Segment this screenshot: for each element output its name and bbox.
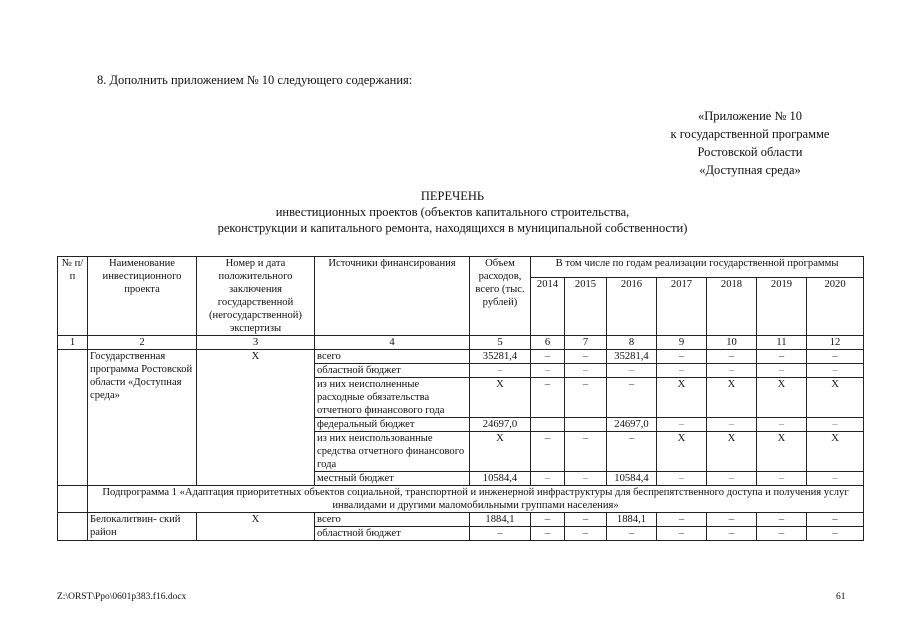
year-value: – [707, 527, 757, 541]
column-number: 10 [707, 336, 757, 350]
header-expertise: Номер и дата положительного заключения государственной (негосударственной) экспертизы [197, 257, 315, 336]
year-value: – [565, 364, 607, 378]
appendix-line: «Приложение № 10 [697, 109, 803, 123]
header-year: 2017 [657, 278, 707, 336]
year-value: 1884,1 [607, 513, 657, 527]
year-value: – [565, 472, 607, 486]
year-value: – [657, 513, 707, 527]
year-value: – [757, 513, 807, 527]
year-value: – [757, 364, 807, 378]
year-value: 10584,4 [607, 472, 657, 486]
year-value: – [707, 472, 757, 486]
subprogram-title: Подпрограмма 1 «Адаптация приоритетных объектов социальной, транспортной и инженерной инфраструктуры для беспрепятственного доступа и получения услуг инвалидами и другими маломобильными группами населения» [88, 486, 864, 513]
header-years-group: В том числе по годам реализации государственной программы [531, 257, 864, 278]
year-value: – [807, 364, 864, 378]
year-value: – [565, 350, 607, 364]
year-value: – [531, 364, 565, 378]
year-value: – [607, 432, 657, 472]
column-number: 3 [197, 336, 315, 350]
year-value: – [531, 527, 565, 541]
year-value: – [807, 472, 864, 486]
page-number: 61 [836, 592, 846, 602]
total-amount: 24697,0 [470, 418, 531, 432]
year-value: – [757, 418, 807, 432]
total-amount: 1884,1 [470, 513, 531, 527]
total-amount: Х [470, 378, 531, 418]
title-line: реконструкции и капитального ремонта, находящихся в муниципальной собственности) [217, 221, 688, 235]
year-value: – [757, 527, 807, 541]
year-value: – [757, 472, 807, 486]
column-number: 7 [565, 336, 607, 350]
funding-source: из них неиспользованные средства отчетного финансового года [315, 432, 470, 472]
year-value: – [565, 378, 607, 418]
year-value: – [531, 472, 565, 486]
year-value: Х [657, 378, 707, 418]
header-row [58, 257, 864, 278]
year-value: Х [757, 378, 807, 418]
title-line: инвестиционных проектов (объектов капитального строительства, [275, 205, 630, 219]
year-value: – [657, 527, 707, 541]
project-expertise: Х [197, 350, 315, 486]
year-value: – [757, 350, 807, 364]
funding-source: всего [315, 350, 470, 364]
header-year: 2020 [807, 278, 864, 336]
funding-source: областной бюджет [315, 364, 470, 378]
file-path: Z:\ORST\Ppo\0601p383.f16.docx [57, 592, 187, 602]
column-number: 2 [88, 336, 197, 350]
appendix-heading [600, 107, 900, 179]
funding-source: местный бюджет [315, 472, 470, 486]
header-year: 2014 [531, 278, 565, 336]
funding-source: из них неисполненные расходные обязательства отчетного финансового года [315, 378, 470, 418]
year-value: – [565, 527, 607, 541]
header-sources: Источники финансирования [315, 257, 470, 336]
year-value: – [531, 350, 565, 364]
header-year: 2016 [607, 278, 657, 336]
project-name: Белокалитвин- ский район [88, 513, 197, 541]
row-number [58, 513, 88, 541]
project-name: Государственная программа Ростовской области «Доступная среда» [88, 350, 197, 486]
total-amount: 35281,4 [470, 350, 531, 364]
total-amount: Х [470, 432, 531, 472]
year-value: Х [807, 378, 864, 418]
row-number [58, 350, 88, 486]
appendix-line: к государственной программе [670, 127, 830, 141]
investment-projects-table [57, 256, 864, 541]
subprogram-row [58, 486, 864, 513]
header-total: Объем расходов, всего (тыс. рублей) [470, 257, 531, 336]
column-number: 1 [58, 336, 88, 350]
row-number [58, 486, 88, 513]
table-row [58, 513, 864, 527]
total-amount: – [470, 364, 531, 378]
column-number: 8 [607, 336, 657, 350]
project-expertise: Х [197, 513, 315, 541]
year-value: – [707, 513, 757, 527]
year-value: Х [707, 432, 757, 472]
year-value: – [657, 472, 707, 486]
year-value: – [607, 378, 657, 418]
year-value: – [707, 418, 757, 432]
column-number: 6 [531, 336, 565, 350]
year-value [531, 418, 565, 432]
year-value: Х [707, 378, 757, 418]
header-year: 2015 [565, 278, 607, 336]
header-year: 2019 [757, 278, 807, 336]
year-value: – [657, 418, 707, 432]
column-number: 9 [657, 336, 707, 350]
column-number: 5 [470, 336, 531, 350]
year-value: – [565, 513, 607, 527]
header-year: 2018 [707, 278, 757, 336]
column-number: 12 [807, 336, 864, 350]
year-value: – [607, 364, 657, 378]
year-value: – [657, 364, 707, 378]
year-value: – [657, 350, 707, 364]
year-value: Х [657, 432, 707, 472]
year-value: – [565, 432, 607, 472]
funding-source: всего [315, 513, 470, 527]
year-value: Х [757, 432, 807, 472]
year-value: Х [807, 432, 864, 472]
year-value: – [807, 350, 864, 364]
column-number: 4 [315, 336, 470, 350]
total-amount: – [470, 527, 531, 541]
intro-paragraph: 8. Дополнить приложением № 10 следующего содержания: [97, 73, 413, 87]
column-number: 11 [757, 336, 807, 350]
year-value: 24697,0 [607, 418, 657, 432]
year-value: 35281,4 [607, 350, 657, 364]
funding-source: федеральный бюджет [315, 418, 470, 432]
year-value: – [807, 527, 864, 541]
year-value: – [607, 527, 657, 541]
year-value: – [807, 513, 864, 527]
document-title [0, 188, 905, 236]
year-value [565, 418, 607, 432]
appendix-line: Ростовской области [697, 145, 803, 159]
header-project-name: Наименование инвестиционного проекта [88, 257, 197, 336]
appendix-line: «Доступная среда» [699, 163, 801, 177]
year-value: – [531, 378, 565, 418]
funding-source: областной бюджет [315, 527, 470, 541]
column-number-row [58, 336, 864, 350]
title-line: ПЕРЕЧЕНЬ [420, 189, 485, 203]
year-value: – [531, 513, 565, 527]
table-row [58, 350, 864, 364]
year-value: – [531, 432, 565, 472]
header-num: № п/п [58, 257, 88, 336]
year-value: – [707, 350, 757, 364]
total-amount: 10584,4 [470, 472, 531, 486]
year-value: – [707, 364, 757, 378]
year-value: – [807, 418, 864, 432]
